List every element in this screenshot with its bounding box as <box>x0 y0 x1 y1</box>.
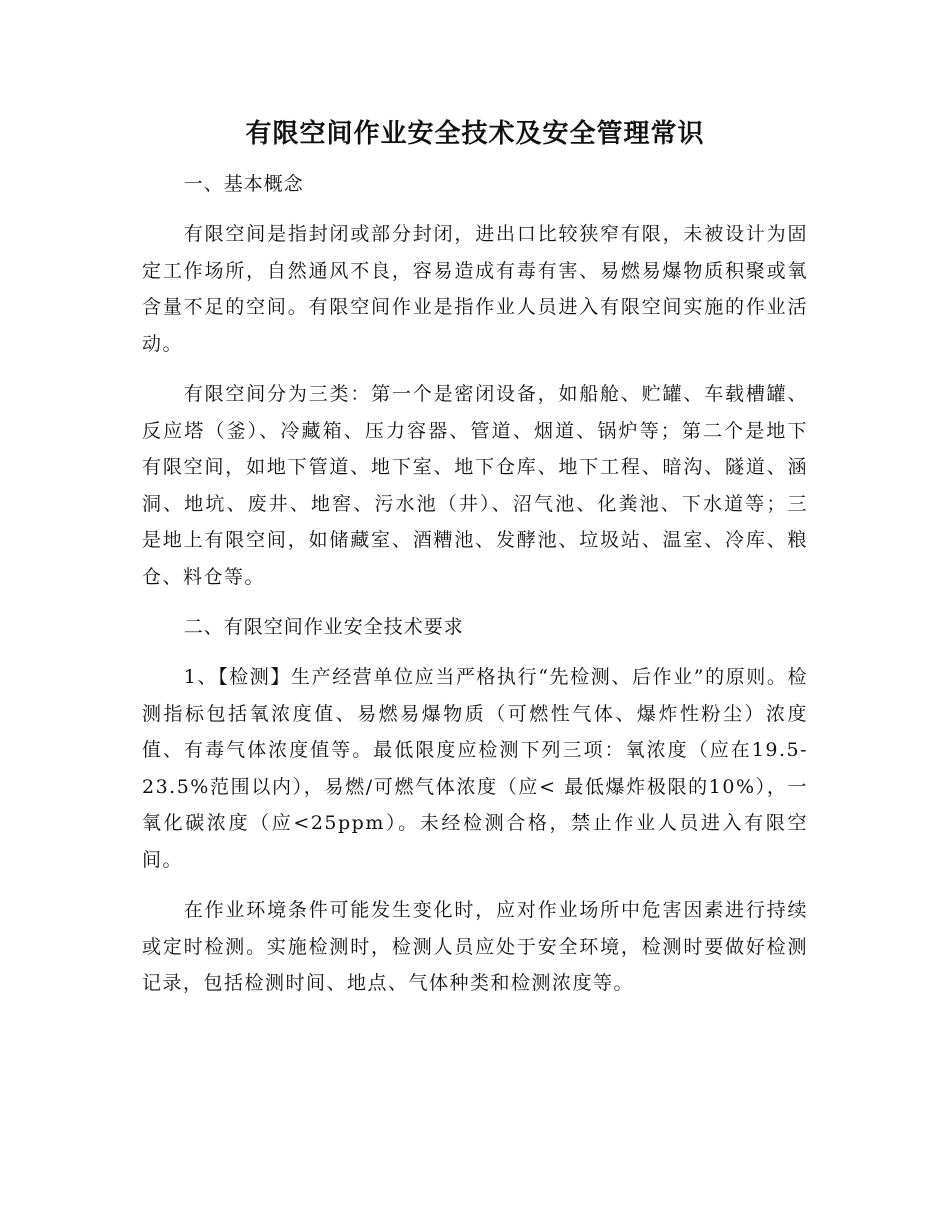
document-page <box>142 112 808 1002</box>
section-heading-safety-requirements: 二、有限空间作业安全技术要求 <box>183 616 464 638</box>
paragraph-detection: 1、【检测】生产经营单位应当严格执行“先检测、后作业”的原则。检测指标包括氧浓度值、易燃易爆物质（可燃性气体、爆炸性粉尘）浓度值、有毒气体浓度值等。最低限度应检测下列三项：氧浓度（应在19.5-23.5%范围以内），易燃/可燃气体浓度（应< 最低爆炸极限的10%），一氧化碳浓度（应<25ppm）。未经检测合格，禁止作业人员进入有限空间。 <box>142 666 808 871</box>
paragraph-definition: 有限空间是指封闭或部分封闭，进出口比较狭窄有限，未被设计为固定工作场所，自然通风不良，容易造成有毒有害、易燃易爆物质积聚或氧含量不足的空间。有限空间作业是指作业人员进入有限空间实施的作业活动。 <box>142 223 808 355</box>
paragraph-classification: 有限空间分为三类：第一个是密闭设备，如船舱、贮罐、车载槽罐、反应塔（釜）、冷藏箱、压力容器、管道、烟道、锅炉等；第二个是地下有限空间，如地下管道、地下室、地下仓库、地下工程、暗沟、隧道、涵洞、地坑、废井、地窖、污水池（井）、沼气池、化粪池、下水道等；三是地上有限空间，如储藏室、酒糟池、发酵池、垃圾站、温室、冷库、粮仓、料仓等。 <box>142 383 808 588</box>
section-heading-basic-concepts: 一、基本概念 <box>183 173 304 195</box>
paragraph-continuous-detection: 在作业环境条件可能发生变化时，应对作业场所中危害因素进行持续或定时检测。实施检测时，检测人员应处于安全环境，检测时要做好检测记录，包括检测时间、地点、气体种类和检测浓度等。 <box>142 899 808 994</box>
document-title: 有限空间作业安全技术及安全管理常识 <box>245 119 705 149</box>
